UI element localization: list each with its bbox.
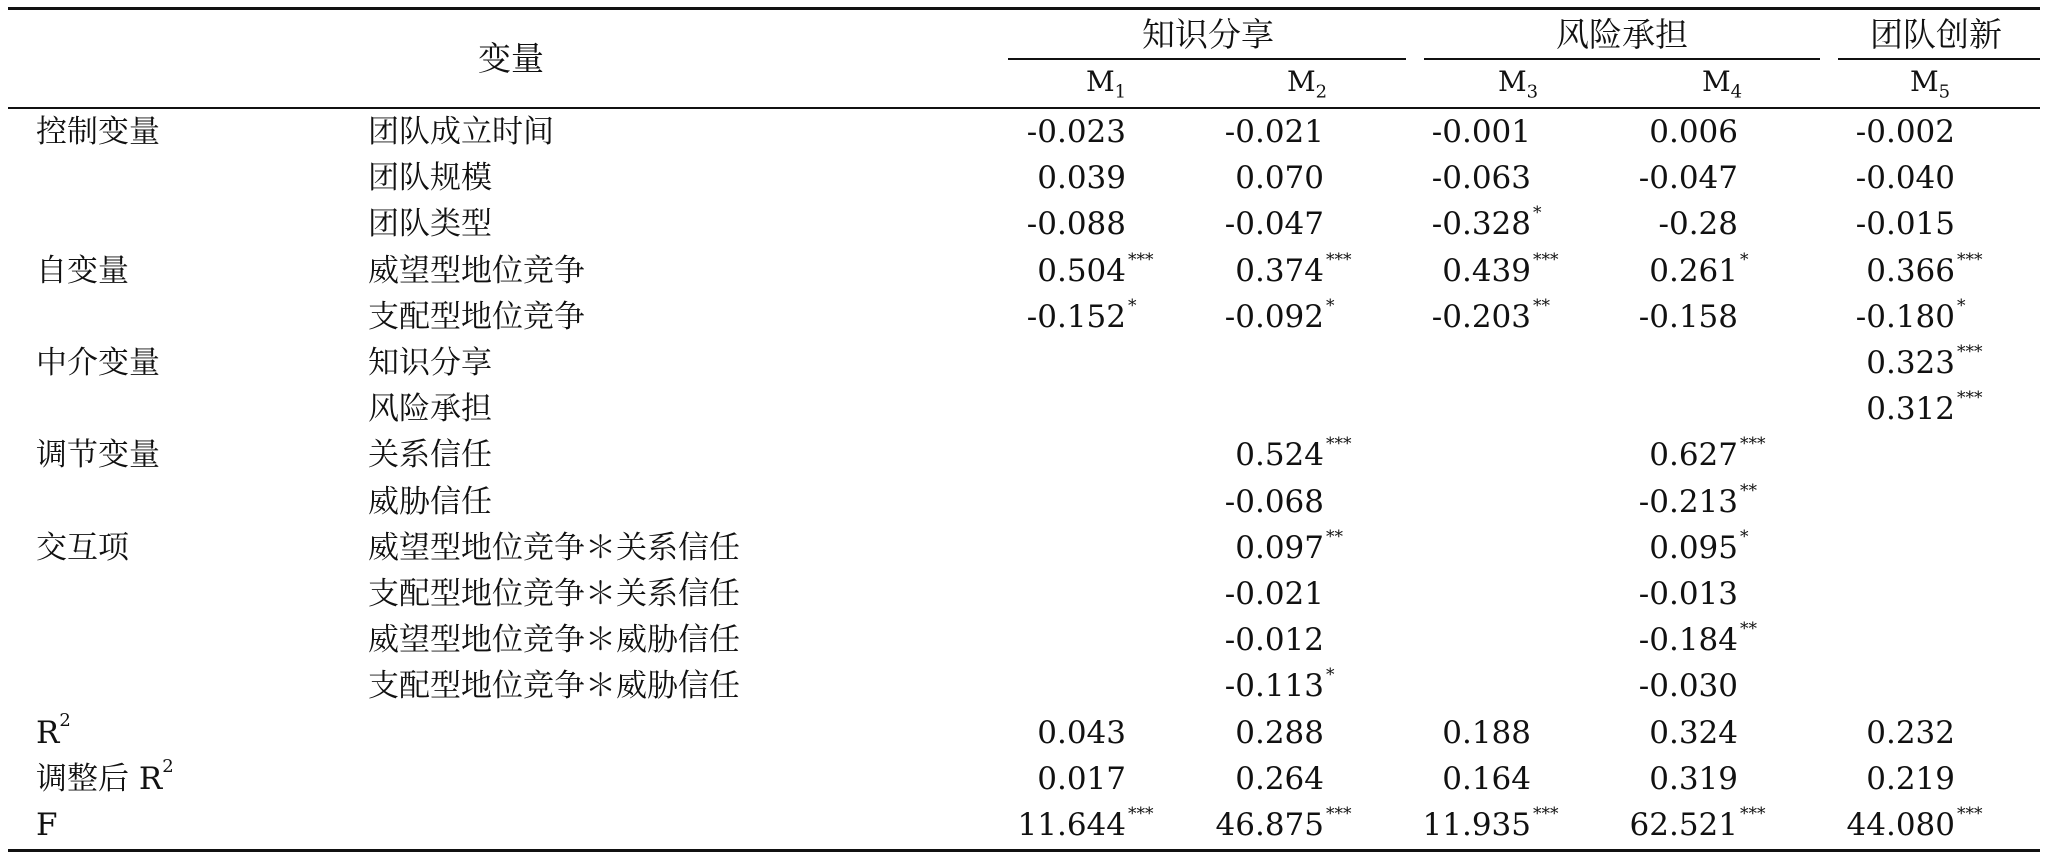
row-category: 调节变量 [36, 437, 160, 473]
stat-label-text: 调整后 R [36, 761, 163, 797]
row-11-value-m4 [1638, 576, 1770, 612]
row-1-value-m2 [1224, 114, 1356, 150]
significance-stars: *** [1957, 388, 1983, 408]
row-variable: 团队类型 [368, 206, 492, 242]
significance-stars: *** [1326, 250, 1352, 270]
coefficient: 0.504 [1037, 253, 1126, 289]
row-variable: 威望型地位竞争 [368, 253, 585, 289]
significance-stars: *** [1957, 804, 1983, 824]
coefficient: -0.040 [1855, 160, 1955, 196]
coefficient: -0.203 [1431, 299, 1531, 335]
bottom-rule [8, 849, 2040, 852]
row-13-value-m4 [1638, 668, 1770, 704]
coefficient: 0.261 [1649, 253, 1738, 289]
coefficient: -0.28 [1658, 206, 1738, 242]
row-4-value-m2 [1235, 250, 1356, 289]
row-8-value-m4 [1649, 434, 1770, 473]
stat-2-value-m2 [1235, 761, 1356, 797]
stat-3-value-m2 [1215, 804, 1356, 843]
significance-stars: *** [1740, 804, 1766, 824]
coefficient: -0.002 [1855, 114, 1955, 150]
row-variable: 支配型地位竞争＊威胁信任 [368, 668, 740, 704]
row-8-value-m2 [1235, 434, 1356, 473]
stat-label-sup: 2 [59, 710, 71, 731]
row-9-value-m2 [1224, 484, 1356, 520]
significance-stars: * [1533, 203, 1542, 223]
significance-stars: * [1326, 296, 1335, 316]
coefficient: 0.627 [1649, 437, 1738, 473]
row-variable: 团队成立时间 [368, 114, 554, 150]
coefficient: 0.366 [1866, 253, 1955, 289]
row-category: 交互项 [36, 530, 129, 566]
coefficient: 0.188 [1442, 715, 1531, 751]
row-10-value-m4 [1649, 527, 1770, 566]
row-category: 自变量 [36, 253, 129, 289]
group-header-team-innovation: 团队创新 [1870, 15, 2002, 54]
coefficient: -0.213 [1638, 484, 1738, 520]
row-6-value-m5 [1866, 342, 1987, 381]
coefficient: 0.039 [1037, 160, 1126, 196]
coefficient: 0.288 [1235, 715, 1324, 751]
top-rule [8, 7, 2040, 10]
coefficient: -0.092 [1224, 299, 1324, 335]
significance-stars: *** [1128, 804, 1154, 824]
row-3-value-m4 [1658, 206, 1771, 242]
group-rule-team-innovation [1838, 58, 2040, 60]
row-2-value-m1 [1037, 160, 1158, 196]
coefficient: 0.017 [1037, 761, 1126, 797]
coefficient: 44.080 [1846, 807, 1955, 843]
significance-stars: * [1326, 665, 1335, 685]
row-variable: 支配型地位竞争 [368, 299, 585, 335]
coefficient: 0.095 [1649, 530, 1738, 566]
coefficient: 0.312 [1866, 391, 1955, 427]
coefficient: 0.439 [1442, 253, 1531, 289]
coefficient: -0.030 [1638, 668, 1738, 704]
coefficient: 0.319 [1649, 761, 1738, 797]
coefficient: 11.935 [1422, 807, 1531, 843]
row-1-value-m5 [1855, 114, 1987, 150]
coefficient: -0.021 [1224, 114, 1324, 150]
row-11-value-m2 [1224, 576, 1356, 612]
coefficient: 0.006 [1649, 114, 1738, 150]
model-header-1 [1066, 65, 1146, 103]
significance-stars: ** [1740, 619, 1757, 639]
coefficient: -0.180 [1855, 299, 1955, 335]
coefficient: 62.521 [1629, 807, 1738, 843]
stat-1-value-m5 [1866, 715, 1987, 751]
row-3-value-m5 [1855, 206, 1987, 242]
row-5-value-m4 [1638, 299, 1770, 335]
significance-stars: ** [1326, 527, 1343, 547]
model-subscript: 4 [1730, 81, 1743, 103]
row-1-value-m3 [1431, 114, 1563, 150]
model-subscript: 3 [1526, 81, 1539, 103]
group-rule-risk-taking [1424, 58, 1820, 60]
header-rule [8, 107, 2040, 109]
row-3-value-m2 [1224, 206, 1356, 242]
stat-1-value-m2 [1235, 715, 1356, 751]
coefficient: 0.070 [1235, 160, 1324, 196]
model-letter: M [1701, 65, 1731, 98]
row-5-value-m5 [1855, 296, 1987, 335]
coefficient: -0.012 [1224, 622, 1324, 658]
coefficient: -0.013 [1638, 576, 1738, 612]
coefficient: -0.113 [1224, 668, 1324, 704]
coefficient: 46.875 [1215, 807, 1324, 843]
row-12-value-m2 [1224, 622, 1356, 658]
significance-stars: * [1740, 527, 1749, 547]
row-2-value-m2 [1235, 160, 1356, 196]
stat-label [36, 756, 174, 797]
stat-2-value-m4 [1649, 761, 1770, 797]
significance-stars: *** [1533, 804, 1559, 824]
stat-label [36, 710, 71, 751]
row-variable: 风险承担 [368, 391, 492, 427]
row-5-value-m1 [1026, 296, 1158, 335]
row-4-value-m3 [1442, 250, 1563, 289]
row-9-value-m4 [1638, 481, 1770, 520]
group-rule-knowledge-sharing [1008, 58, 1406, 60]
significance-stars: *** [1326, 804, 1352, 824]
row-2-value-m3 [1431, 160, 1563, 196]
coefficient: 0.164 [1442, 761, 1531, 797]
coefficient: -0.068 [1224, 484, 1324, 520]
row-1-value-m4 [1649, 114, 1770, 150]
coefficient: -0.023 [1026, 114, 1126, 150]
significance-stars: *** [1957, 250, 1983, 270]
coefficient: 0.097 [1235, 530, 1324, 566]
row-category: 控制变量 [36, 114, 160, 150]
significance-stars: ** [1533, 296, 1550, 316]
model-header-4 [1682, 65, 1762, 103]
row-5-value-m2 [1224, 296, 1356, 335]
coefficient: -0.047 [1224, 206, 1324, 242]
model-letter: M [1085, 65, 1115, 98]
coefficient: 0.219 [1866, 761, 1955, 797]
significance-stars: * [1740, 250, 1749, 270]
stat-2-value-m3 [1442, 761, 1563, 797]
coefficient: 0.323 [1866, 345, 1955, 381]
significance-stars: *** [1128, 250, 1154, 270]
stat-3-value-m1 [1017, 804, 1158, 843]
row-5-value-m3 [1431, 296, 1563, 335]
row-12-value-m4 [1638, 619, 1770, 658]
row-variable: 威望型地位竞争＊关系信任 [368, 530, 740, 566]
coefficient: -0.001 [1431, 114, 1531, 150]
row-1-value-m1 [1026, 114, 1158, 150]
stat-label-text: R [36, 715, 60, 751]
variable-header: 变量 [478, 39, 544, 78]
stat-1-value-m3 [1442, 715, 1563, 751]
coefficient: -0.015 [1855, 206, 1955, 242]
row-10-value-m2 [1235, 527, 1356, 566]
coefficient: 0.043 [1037, 715, 1126, 751]
group-header-risk-taking: 风险承担 [1556, 15, 1688, 54]
model-header-3 [1478, 65, 1558, 103]
model-subscript: 5 [1938, 81, 1951, 103]
row-variable: 关系信任 [368, 437, 492, 473]
significance-stars: *** [1533, 250, 1559, 270]
model-header-5 [1890, 65, 1970, 103]
significance-stars: ** [1740, 481, 1757, 501]
coefficient: 0.374 [1235, 253, 1324, 289]
row-13-value-m2 [1224, 665, 1356, 704]
row-4-value-m1 [1037, 250, 1158, 289]
stat-1-value-m1 [1037, 715, 1158, 751]
stat-3-value-m4 [1629, 804, 1770, 843]
stat-label-sup: 2 [162, 756, 174, 777]
row-variable: 团队规模 [368, 160, 492, 196]
significance-stars: *** [1326, 434, 1352, 454]
coefficient: -0.158 [1638, 299, 1738, 335]
stat-2-value-m5 [1866, 761, 1987, 797]
model-subscript: 1 [1114, 81, 1127, 103]
coefficient: -0.088 [1026, 206, 1126, 242]
row-2-value-m4 [1638, 160, 1770, 196]
coefficient: 11.644 [1017, 807, 1126, 843]
row-4-value-m4 [1649, 250, 1770, 289]
row-variable: 支配型地位竞争＊关系信任 [368, 576, 740, 612]
row-variable: 威胁信任 [368, 484, 492, 520]
coefficient: 0.524 [1235, 437, 1324, 473]
row-3-value-m3 [1431, 203, 1563, 242]
stat-3-value-m3 [1422, 804, 1563, 843]
coefficient: -0.063 [1431, 160, 1531, 196]
significance-stars: *** [1957, 342, 1983, 362]
coefficient: -0.184 [1638, 622, 1738, 658]
significance-stars: * [1128, 296, 1137, 316]
coefficient: 0.264 [1235, 761, 1324, 797]
row-4-value-m5 [1866, 250, 1987, 289]
coefficient: -0.328 [1431, 206, 1531, 242]
model-header-2 [1267, 65, 1347, 103]
row-2-value-m5 [1855, 160, 1987, 196]
significance-stars: *** [1740, 434, 1766, 454]
coefficient: -0.152 [1026, 299, 1126, 335]
group-header-knowledge-sharing: 知识分享 [1142, 15, 1274, 54]
model-subscript: 2 [1315, 81, 1328, 103]
coefficient: 0.324 [1649, 715, 1738, 751]
row-7-value-m5 [1866, 388, 1987, 427]
row-variable: 威望型地位竞争＊威胁信任 [368, 622, 740, 658]
model-letter: M [1909, 65, 1939, 98]
stat-2-value-m1 [1037, 761, 1158, 797]
row-variable: 知识分享 [368, 345, 492, 381]
stat-label-text: F [36, 807, 58, 843]
coefficient: -0.021 [1224, 576, 1324, 612]
coefficient: 0.232 [1866, 715, 1955, 751]
stat-label [36, 807, 58, 843]
significance-stars: * [1957, 296, 1966, 316]
model-letter: M [1497, 65, 1527, 98]
row-category: 中介变量 [36, 345, 160, 381]
model-letter: M [1286, 65, 1316, 98]
coefficient: -0.047 [1638, 160, 1738, 196]
row-3-value-m1 [1026, 206, 1158, 242]
stat-3-value-m5 [1846, 804, 1987, 843]
stat-1-value-m4 [1649, 715, 1770, 751]
